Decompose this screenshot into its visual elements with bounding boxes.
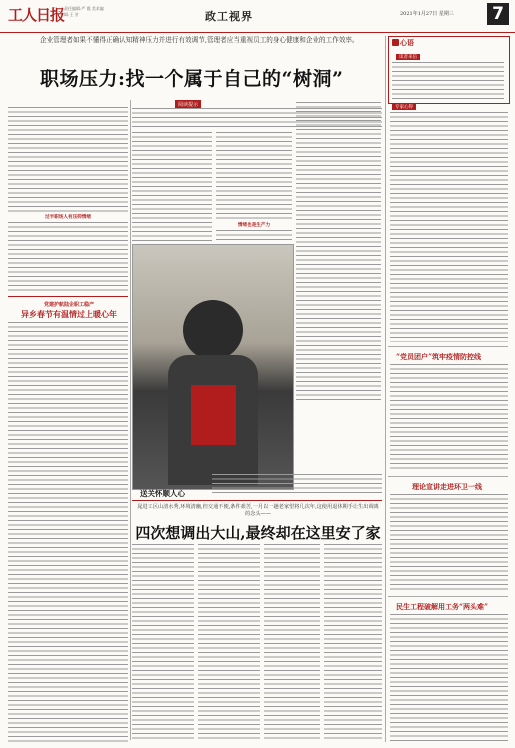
expert-body bbox=[390, 112, 508, 342]
bottom-article-title: 四次想调出大山,最终却在这里安了家 bbox=[135, 524, 381, 542]
side-article-2-title: “党员团户”筑牢疫情防控线 bbox=[396, 352, 482, 361]
lead-intro: 企业管理者如果不懂得正确认知精神压力并进行有效调节,管理者应当重视员工的身心健康和企业的工作效率。 bbox=[40, 36, 359, 44]
lead-body-col1b bbox=[8, 222, 128, 294]
newspaper-logo: 工人日报 bbox=[8, 6, 65, 24]
divider bbox=[388, 346, 508, 347]
left-article-body bbox=[8, 322, 128, 742]
side-article-4-title: 民生工程破解用工务“两头难” bbox=[396, 602, 489, 611]
divider bbox=[388, 596, 508, 597]
bottom-article-col3 bbox=[264, 544, 320, 742]
photo-certificate bbox=[191, 385, 236, 445]
lead-body-col1 bbox=[8, 107, 128, 212]
photo-figure-head bbox=[183, 300, 243, 360]
divider bbox=[388, 476, 508, 477]
bottom-article-col4 bbox=[324, 544, 382, 742]
section-title: 政工视界 bbox=[205, 10, 253, 23]
lead-body-col3b bbox=[216, 230, 292, 240]
column-divider bbox=[385, 36, 386, 742]
left-article-title-2: 异乡春节有温情过上暖心年 bbox=[21, 309, 117, 319]
side-article-3-title: 理论宣讲走进环卫一线 bbox=[412, 482, 482, 491]
issue-date: 2021年1月27日 星期三 bbox=[400, 11, 454, 17]
lead-subhead-1: 过半职场人有压抑情绪 bbox=[45, 215, 91, 220]
left-article-title-1: 党建护航陆企职工稳产 bbox=[43, 302, 94, 308]
lead-body-col3 bbox=[216, 132, 292, 220]
divider bbox=[8, 296, 128, 297]
bottom-article-deck: 晁进工区山清水秀,环境清幽,但交通不便,条件艰苦,一月以一趟老家望将几次年,这使用退休期手让生出调离的念头—— bbox=[137, 504, 379, 517]
side-article-3-body bbox=[390, 494, 508, 592]
lead-body-col4 bbox=[296, 102, 381, 402]
column-divider bbox=[130, 100, 131, 740]
main-photo bbox=[132, 244, 294, 490]
side-article-4-body bbox=[390, 614, 508, 742]
bottom-article-col1 bbox=[132, 544, 194, 742]
page-number: 7 bbox=[487, 3, 509, 25]
photo-caption-text bbox=[212, 474, 382, 496]
heart-icon bbox=[392, 39, 399, 46]
masthead-credits: 责任编辑:严 霞 美术编辑:王 芳 bbox=[64, 6, 104, 17]
bottom-article-col2 bbox=[198, 544, 260, 742]
lead-title: 职场压力:找一个属于自己的“树洞” bbox=[40, 68, 344, 90]
photo-label: 送关怀顺人心 bbox=[140, 489, 185, 498]
reader-letters-tag: 读者来信 bbox=[396, 54, 420, 60]
side-column-header: 心语 bbox=[400, 38, 414, 47]
expert-tag: 专家心得 bbox=[392, 104, 416, 110]
lead-subhead-3: 情绪也是生产力 bbox=[237, 223, 271, 228]
lead-body-col2 bbox=[132, 132, 212, 252]
reader-letter-body bbox=[392, 62, 504, 100]
reading-tip-tag: 阅读提示 bbox=[175, 100, 201, 109]
divider bbox=[132, 500, 382, 501]
masthead bbox=[0, 0, 515, 33]
side-article-2-body bbox=[390, 364, 508, 472]
